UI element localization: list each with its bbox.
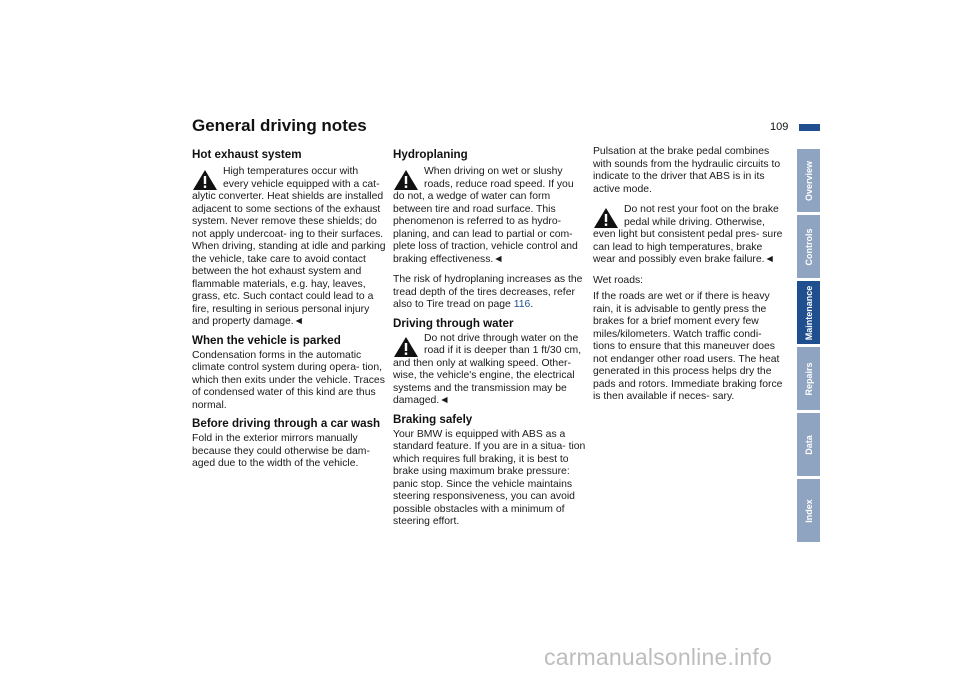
watermark: carmanualsonline.info bbox=[544, 644, 772, 670]
car-wash-text: Fold in the exterior mirrors manually because they could otherwise be dam- aged due to the width of the vehicle. bbox=[192, 433, 370, 469]
column-1 bbox=[192, 146, 386, 471]
tab-data[interactable]: Data bbox=[797, 413, 820, 476]
tab-overview[interactable]: Overview bbox=[797, 149, 820, 212]
brake-warning: Do not rest your foot on the brake pedal while driving. Otherwise, even light but consistent pedal pres- sure can lead to high temperatures, brake wear and possibly even brake failure.◄ bbox=[593, 204, 783, 265]
warning-triangle-icon bbox=[593, 207, 619, 229]
hydroplaning-text: The risk of hydroplaning increases as the tread depth of the tires decreases, refer also to Tire tread on page 116. bbox=[393, 274, 583, 310]
warning-triangle-icon bbox=[393, 169, 419, 191]
heading-hot-exhaust: Hot exhaust system bbox=[192, 148, 302, 161]
warning-triangle-icon bbox=[192, 169, 218, 191]
column-3 bbox=[593, 146, 786, 404]
wet-roads-label: Wet roads: bbox=[593, 274, 644, 286]
page-title: General driving notes bbox=[192, 116, 367, 135]
hydroplaning-warning: When driving on wet or slushy roads, reduce road speed. If you do not, a wedge of water can form between tire and road surface. This phenomenon is referred to as hydro- planing, and can lead to partial or com- plete loss of traction, vehicle control and braking effectiveness.◄ bbox=[393, 166, 578, 265]
parked-text: Condensation forms in the automatic climate control system during opera- tion, which then exits under the vehicle. Traces of condensed water of this kind are thus normal. bbox=[192, 349, 385, 411]
pulsation-text: Pulsation at the brake pedal combines with sounds from the hydraulic circuits to indicate to the driver that ABS is in its active mode. bbox=[593, 146, 781, 195]
braking-text: Your BMW is equipped with ABS as a standard feature. If you are in a situa- tion which requires full braking, it is best to brake using maximum brake pressure: panic stop. Since the vehicle maintains steering responsiveness, you can avoid possible obstacles with a minimum of steering effort. bbox=[393, 428, 586, 527]
heading-hydroplaning: Hydroplaning bbox=[393, 148, 468, 161]
hot-exhaust-text: High temperatures occur with every vehicle equipped with a cat- alytic converter. Heat shields are installed adjacent to some sections of the exhaust system. Never remove these shields; do not apply undercoat- ing to their surfaces. When driving, standing at idle and parking the vehicle, take care to avoid contact between the hot exhaust system and flammable materials, e.g. hay, leaves, grass, etc. Such contact could lead to a fire, resulting in serious personal injury and property damage.◄ bbox=[192, 166, 386, 327]
wet-roads-text: If the roads are wet or if there is heavy rain, it is advisable to gently press the brakes for a brief moment every few miles/kilometers. Watch traffic condi- tions to ensure that this maneuver does not endanger other road users. The heat generated in this process helps dry the pads and rotors. Immediate braking force is then available if neces- sary. bbox=[593, 291, 783, 402]
page-number: 109 bbox=[770, 121, 789, 133]
section-tabs bbox=[797, 149, 820, 545]
column-2 bbox=[393, 146, 586, 529]
tab-maintenance[interactable]: Maintenance bbox=[797, 281, 820, 344]
tab-repairs[interactable]: Repairs bbox=[797, 347, 820, 410]
warning-triangle-icon bbox=[393, 336, 419, 358]
page-marker bbox=[799, 124, 820, 131]
water-warning: Do not drive through water on the road if it is deeper than 1 ft/30 cm, and then only at walking speed. Other- wise, the vehicle's engine, the electrical systems and the transmission may be damaged.◄ bbox=[393, 332, 582, 406]
page-link-116[interactable]: 116 bbox=[513, 299, 531, 310]
tab-index[interactable]: Index bbox=[797, 479, 820, 542]
heading-water: Driving through water bbox=[393, 316, 514, 330]
heading-parked: When the vehicle is parked bbox=[192, 333, 341, 347]
heading-braking: Braking safely bbox=[393, 412, 473, 426]
heading-car-wash: Before driving through a car wash bbox=[192, 417, 381, 430]
tab-controls[interactable]: Controls bbox=[797, 215, 820, 278]
